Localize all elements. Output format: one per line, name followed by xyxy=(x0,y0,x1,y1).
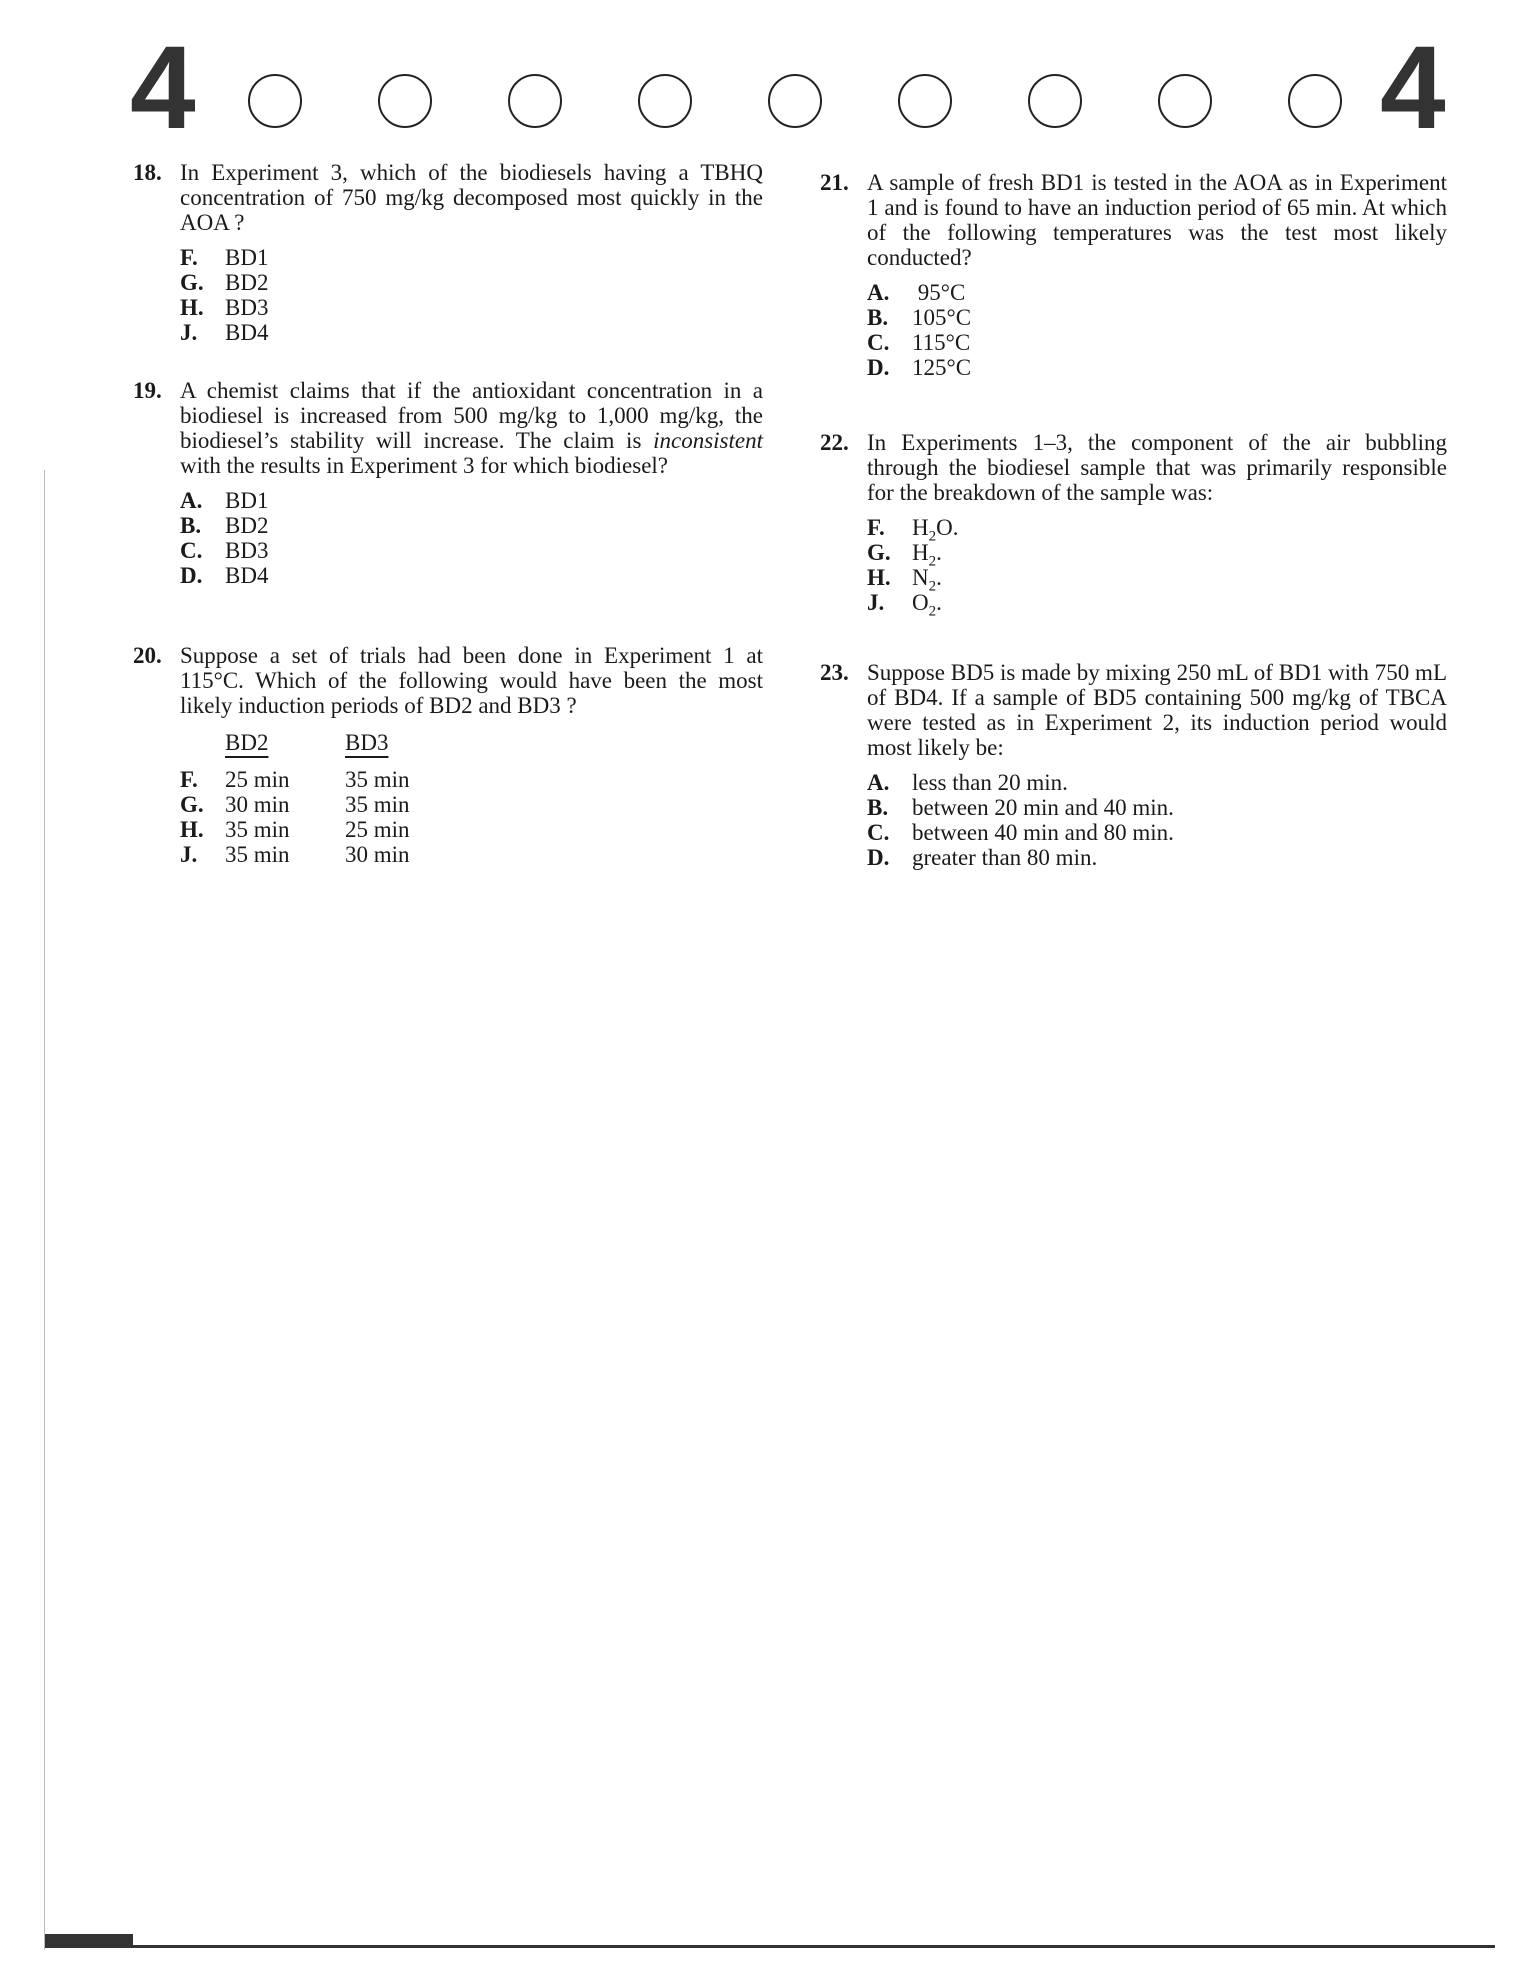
answer-choice[interactable]: A. BD1 xyxy=(180,488,269,513)
answer-choices xyxy=(180,245,763,345)
answer-choice[interactable]: J. 35 min 30 min xyxy=(180,842,410,867)
answer-choice[interactable]: B. between 20 min and 40 min. xyxy=(867,795,1174,820)
answer-choice[interactable]: F. BD1 xyxy=(180,245,269,270)
question-23 xyxy=(820,660,1447,870)
answer-choice[interactable]: F. 25 min 35 min xyxy=(180,767,410,792)
question-stem: A sample of fresh BD1 is tested in the AOA as in Experiment 1 and is found to have an induction period of 65 min. At which of the following temperatures was the test most likely conducted? xyxy=(867,170,1447,270)
question-18 xyxy=(133,160,763,345)
answer-choice[interactable]: H. BD3 xyxy=(180,295,269,320)
circle-icon xyxy=(508,74,562,128)
question-20 xyxy=(133,643,763,867)
answer-choice[interactable]: H. 35 min 25 min xyxy=(180,817,410,842)
answer-choice[interactable]: G. BD2 xyxy=(180,270,269,295)
answer-choice[interactable]: F. $H_2O$. xyxy=(867,515,959,545)
answer-choice[interactable]: D. 125°C xyxy=(867,355,972,380)
section-header xyxy=(130,22,1450,154)
circle-icon xyxy=(1288,74,1342,128)
circle-icon xyxy=(248,74,302,128)
answer-choice[interactable]: B. 105°C xyxy=(867,305,972,330)
circle-icon xyxy=(638,74,692,128)
answer-choice[interactable]: D. BD4 xyxy=(180,563,269,588)
answer-choice[interactable]: G. $H_2$. xyxy=(867,540,942,570)
column-header: BD3 xyxy=(345,730,389,755)
question-stem: In Experiments 1–3, the component of the air bubbling through the biodiesel sample that was primarily responsible for the breakdown of the sample was: xyxy=(867,430,1447,505)
circle-icon xyxy=(1028,74,1082,128)
answer-choices xyxy=(180,488,763,588)
question-number: 19. xyxy=(133,378,162,403)
question-stem: Suppose BD5 is made by mixing 250 mL of BD1 with 750 mL of BD4. If a sample of BD5 containing 500 mg/kg of TBCA were tested as in Experiment 2, its induction period would most likely be: xyxy=(867,660,1447,760)
question-number: 21. xyxy=(820,170,849,195)
column-header: BD2 xyxy=(225,730,269,755)
question-19 xyxy=(133,378,763,588)
section-number-right: 4 xyxy=(1380,22,1446,154)
answer-choice[interactable]: D. greater than 80 min. xyxy=(867,845,1098,870)
answer-table xyxy=(133,767,763,867)
answer-choice[interactable]: A. 95°C xyxy=(867,280,966,305)
question-22 xyxy=(820,430,1447,620)
question-21 xyxy=(820,170,1447,380)
answer-choice[interactable]: C. between 40 min and 80 min. xyxy=(867,820,1174,845)
answer-choices xyxy=(867,280,1447,380)
circle-icon xyxy=(768,74,822,128)
section-number-left: 4 xyxy=(130,22,196,154)
answer-choices xyxy=(867,515,1447,620)
question-number: 22. xyxy=(820,430,849,455)
question-number: 20. xyxy=(133,643,162,668)
answer-choice[interactable]: J. $O_2$. xyxy=(867,590,942,620)
answer-choice[interactable]: B. BD2 xyxy=(180,513,269,538)
question-stem: Suppose a set of trials had been done in Experiment 1 at 115°C. Which of the following would have been the most likely induction periods of BD2 and BD3 ? xyxy=(180,643,763,718)
answer-table-header xyxy=(180,730,763,755)
page-footer-rule xyxy=(45,1945,1495,1948)
answer-choice[interactable]: G. 30 min 35 min xyxy=(180,792,410,817)
answer-choices xyxy=(867,770,1447,870)
question-stem: A chemist claims that if the antioxidant concentration in a biodiesel is increased from 500 mg/kg to 1,000 mg/kg, the biodiesel’s stability will increase. The claim is inconsistent with the results in Experiment 3 for which biodiesel? xyxy=(180,378,763,478)
circle-icon xyxy=(378,74,432,128)
answer-choice[interactable]: J. BD4 xyxy=(180,320,269,345)
answer-choice[interactable]: C. 115°C xyxy=(867,330,971,355)
answer-choice[interactable]: A. less than 20 min. xyxy=(867,770,1068,795)
question-number: 23. xyxy=(820,660,849,685)
circle-icon xyxy=(898,74,952,128)
page-margin-line xyxy=(44,470,45,1950)
answer-choice[interactable]: H. $N_2$. xyxy=(867,565,942,595)
question-stem: In Experiment 3, which of the biodiesels having a TBHQ concentration of 750 mg/kg decomposed most quickly in the AOA ? xyxy=(180,160,763,235)
circle-icon xyxy=(1158,74,1212,128)
answer-choice[interactable]: C. BD3 xyxy=(180,538,269,563)
question-number: 18. xyxy=(133,160,162,185)
